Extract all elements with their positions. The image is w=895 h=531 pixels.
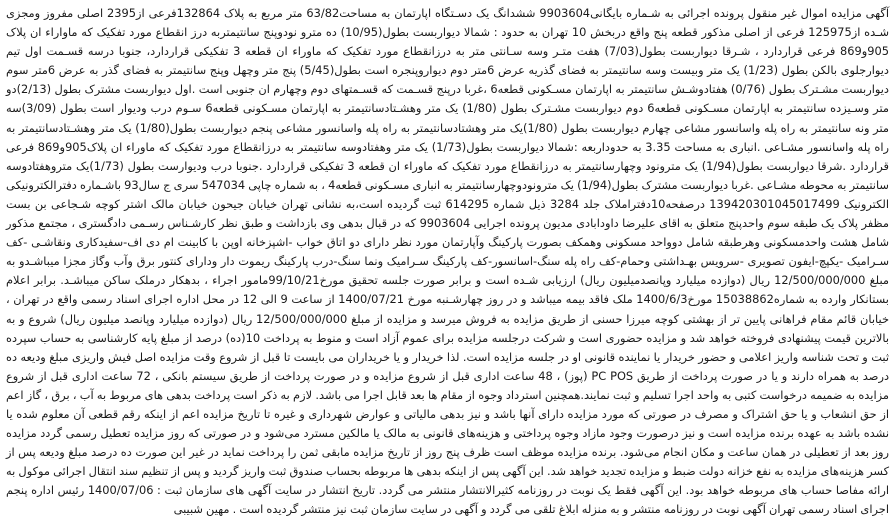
notice-signature: مهین شبیبی [173, 502, 230, 517]
notice-body: آگهی مزایده اموال غیر منقول پرونده اجرائی به شـماره بایگانی9903604 ششدانگ یک دسـتگاه اپارتمان به مساحت63/82 متر مربع به پلاک 132864فرعی از2395 اصلی مفروز ومجزی شـده از125975 فرعی از اصلی مذکور قطعه پنج واقع دربخش 10 تهران به حدود : شمالا دیواربست بطول(10/95) ده مترو نودوپنج سانتیمتربه درز انقطاع مورد تفکیک که ماواراء ان پلاک 905و869 فرعی قراردارد ، شـرقا دیواربست بطول(7/03) هفت متـر وسه سـانتی متر به درزانقطاع مورد تفکیک که ماوراء ان قطعه 3 تفکیکی قراردارد، جنوبا درسه قسـمت اول تیم دیوارجلوی بالکن بطول (1/23) یک متر وبیست وسه سانتیمتر به فضای گذریه عرض 6متر دوم دیواروپنجره است بطول(5/45) پنج متر وچهل وپنج سانتیمتر به فضای گذر به عرض 6متر سوم دیواربست مشـترک بطول (0/76) هفتادوشـش سانتیمتر به اپارتمان مسـکونی قطعه6 ،غربا درپنج قسـمت که قسـمتهای دوم وچهارم ان جنوبی است .اول دیواربست مشترک بطول (2/13)دو متر وسـیزده سانتیمتر به اپارتمان مسـکونی قطعه6 دوم دیواربست مشـترک بطول (1/80) یک متر وهشـتادسانتیمتر به اپارتمان مسـکونی قطعه6 سـوم درب ودیوار است بطول (3/09)سه متر ونه سانتیمتر به راه پله واسانسور مشاعی چهارم دیواربست بطول (1/80)یک متر وهشتادسانتیمتر به راه پله واسانسور مشاعی پنجم دیواربست بطول(1/80) یک متر وهشـتادسانتیمتر به راه پله واسانسور مشـاعی .انباری به مساحت 3.35 به حدوداربعه :شمالا دیواربست بطول(1/73) یک متر وهفتادوسه سانتیمتر به درزانقطاع مورد تفکیک که ماوراء ان پلاک905و869 فرعی قراردارد .شرقا دیواربست بطول(1/94) یک مترونود وچهارسانتیمتر به درزانقطاع مورد تفکیک که ماوراء ان قطعه 3 تفکیکی قراردارد .جنوبا درب ودیوارست بطول (1/73)یک متروهفتادوسه سانتیمتر به محوطه مشـاعی .غربا دیواربست مشترک بطول(1/94) یک مترونودوچهارسانتیمتر به انباری مسـکونی قطعه4 ، به شماره چاپی 547034 سری ج سال93 باشـماره دفترالکترونیکی الکترونیک 139420301045017499 درصفحه10دفتراملاک جلد 3284 ذیل شماره 614295 ثبت گردیده است،به نشانی تهران خیابان جیحون خیابان مالک اشتر کوچه شـجاعی بن بست مظفر پلاک یک طبقه سوم واحدپنج متعلق به اقای علیرضا داودابادی مدیون پرونده اجرایی 9903604 که در قبال بدهی وی بازداشت و طبق نظر کارشـناس رسـمی دادگستری ، مجتمع مذکور شامل هشت واحدمسکونی وهرطبقه شامل دوواحد مسکونی وهمکف بصورت پارکینگ وآپارتمان مورد نظر دارای دو اتاق خواب -اشپزخانه اوپن با کابینت ام دی اف-سفیدکاری ونقاشـی -کف سـرامیک -یکپچ-ایفون تصویری -سرویس بهـداشتی وحمام-کف راه پله سنگ-اسانسور-کف پارکینگ سـرامیک ونما سنگ-درب پارکینگ ریموت دار ودارای کنتور برق وآب وگاز مجزا میباشـدو به مبلغ 12/500/000/000 ریال (دوازده میلیارد وپانصدمیلیون ریال) ارزیابی شـده است و برابر صورت جلسه تحقیق مورخ99/10/21مامور اجراء ، بدهکار درملک ساکن میباشـد. برابر اعلام بستانکار وارده به شماره15038862 مورخ1400/6/3 ملک فاقد بیمه میباشد و در روز چهارشـنبه مورخ 1400/07/21 از ساعت 9 الی 12 در محل اداره اجرای اسناد رسمی واقع در تهران ، خیابان قائم مقام فراهانی پایین تر از بهشتی کوچه میرزا حسنی از طریق مزایده به فروش میرسد و مزایده از مبلغ 12/500/000/000 ریال (دوازده میلیارد وپانصد میلیون ریال) شروع و به بالاترین قیمت پیشنهادی فروخته خواهد شد و مزایده حضوری است و شرکت درجلسه مزایده برای عموم آزاد است و منوط به پرداخت 10(ده) درصد از مبلغ پایه کارشناسی به حساب سپرده ثبت و تحت شناسه واریز اعلامی و حضور خریدار یا نماینده قانونی او در جلسه مزایده است. لذا خریدار و یا خریداران می بایست تا قبل از شروع وقت مزایده اصل فیش واریزی مبلغ ودیعه ده درصد به همراه دارند و یا در صورت پرداخت از طریق PC POS (پوز) ، 48 ساعت اداری قبل از شروع مزایده و در صورت پرداخت از طریق سیستم بانکی ، 72 ساعت اداری قبل از شروع مزایده به ضمیمه درخواست کتبی به واحد اجرا تسلیم و ثبت نمایند.همچنین استرداد وجوه از مقام ها بعد قابل اجرا می باشد. لازم به ذکر است پرداخت بدهی های مربوط به آب ، برق ، گاز اعم از حق انشعاب و یا حق اشتراک و مصرف در صورتی که مورد مزایده دارای آنها باشد و نیز بدهی مالیاتی و عوارض شهرداری و غیره تا تاریخ مزایده اعم از اینکه رقم قطعی آن معلوم شده یا نشده باشد به عهده برنده مزایده است و نیز درصورت وجود مازاد وجوه پرداختی و هزینه‌های قانونی به مالک یا مالکین مسترد می‌شود و در صورتی که روز مزایده تعطیل رسمی گردد مزایده روز بعد از تعطیلی در همان ساعت و مکان انجام می‌شود. برنده مزایده موظف است ظرف پنج روز از تاریخ مزایده مابقی ثمن را پرداخت نماید در غیر این صورت ده درصد مبلغ ودیعه پس از کسر هزینه‌های مزایده به نفع خزانه دولت ضبط و مزایده تجدید خواهد شد. این آگهی پس از اینکه بدهی ها مربوطه بحساب صندوق ثبت واریز گردید و پس از تنظیم سند انتقال اجرائی موکول به ارائه مفاصا حساب های مربوطه خواهد بود. این آگهی فقط یک نوبت در روزنامه کثیرالانتشار منتشر می گردد. تاریخ انتشار در سایت آگهی های سازمان ثبت : 1400/07/06 رئیس اداره پنجم اجرای اسناد رسمی تهران آگهی نوبت در روزنامه منتشر و به منزله ابلاغ تلقی می گردد و آگهی در سایت سازمان ثبت نیز منتشر گردیده است . [6, 6, 890, 517]
auction-notice-text [6, 4, 889, 520]
